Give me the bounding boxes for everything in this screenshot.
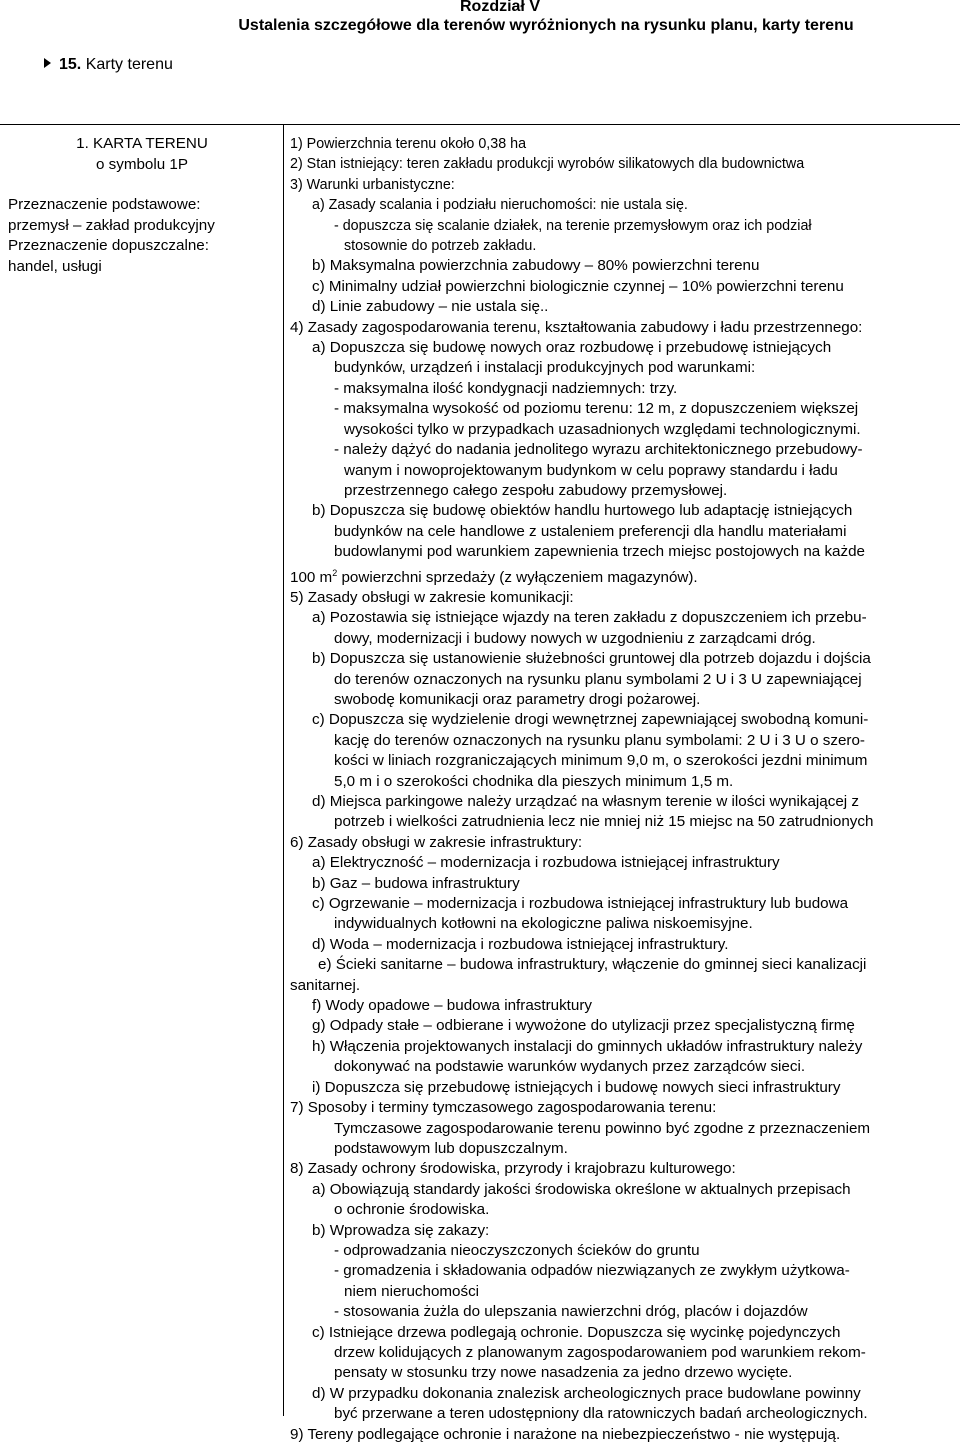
provision-line: wysokości tylko w przypadkach uzasadnionych względami technologicznymi. (344, 420, 861, 438)
provision-line: o ochronie środowiska. (334, 1201, 490, 1219)
chapter-subtitle: Ustalenia szczegółowe dla terenów wyróżnionych na rysunku planu, karty terenu (238, 17, 854, 34)
provision-line: d) Miejsca parkingowe należy urządzać na własnym terenie w ilości wynikającej z (312, 793, 859, 810)
provision-line: 4) Zasady zagospodarowania terenu, kształtowania zabudowy i ładu przestrzennego: (290, 318, 863, 336)
allowed-purpose-label: Przeznaczenie dopuszczalne: (8, 237, 209, 254)
provision-line: niem nieruchomości (344, 1282, 480, 1300)
chapter-heading: Rozdział V (459, 0, 540, 15)
provision-line: 8) Zasady ochrony środowiska, przyrody i krajobrazu kulturowego: (290, 1160, 736, 1178)
table-top-border (0, 124, 960, 125)
table-column-divider (283, 124, 284, 1416)
section-number: 15. (59, 56, 82, 73)
provision-line: b) Maksymalna powierzchnia zabudowy – 80% powierzchni terenu (312, 257, 760, 275)
provision-line: g) Odpady stałe – odbierane i wywożone do utylizacji przez specjalistyczną firmę (312, 1017, 855, 1035)
provision-line: c) Ogrzewanie – modernizacja i rozbudowa istniejącej infrastruktury lub budowa (312, 895, 849, 913)
provision-line: 9) Tereny podlegające ochronie i narażone na niebezpieczeństwo - nie występują. (290, 1425, 841, 1443)
provision-line: kości w liniach rozgraniczających minimum 9,0 m, o szerokości jezdni minimum (334, 752, 868, 770)
provision-line: kację do terenów oznaczonych na rysunku planu symbolami: 2 U i 3 U o szero- (334, 731, 865, 749)
provision-line: - należy dążyć do nadania jednolitego wyrazu architektonicznego przebudowy- (334, 441, 863, 459)
superscript: 2 (332, 567, 338, 578)
provision-line: a) Elektryczność – modernizacja i rozbudowa istniejącej infrastruktury (312, 854, 780, 872)
provision-line: f) Wody opadowe – budowa infrastruktury (312, 997, 592, 1015)
primary-purpose-label: Przeznaczenie podstawowe: (8, 196, 201, 213)
provision-line: 6) Zasady obsługi w zakresie infrastruktury: (290, 833, 583, 851)
provision-line: swobodę komunikacji oraz parametry drogi pożarowej. (334, 690, 701, 708)
provision-line: - maksymalna ilość kondygnacji nadziemnych: trzy. (334, 379, 678, 397)
provision-line: podstawowym lub dopuszczalnym. (334, 1139, 568, 1157)
provision-line: dokonywać na podstawie warunków wydanych przez zarządców sieci. (334, 1058, 806, 1076)
provision-text: 100 m (290, 568, 333, 586)
provision-line: przestrzennego całego zespołu zabudowy przemysłowej. (344, 481, 728, 499)
provision-line: b) Dopuszcza się budowę obiektów handlu hurtowego lub adaptację istniejących (312, 502, 853, 520)
provision-line: 5) Zasady obsługi w zakresie komunikacji: (290, 588, 574, 606)
provision-line: indywidualnych kotłowni na ekologiczne paliwa niskoemisyjne. (334, 915, 753, 933)
provision-line: 7) Sposoby i terminy tymczasowego zagospodarowania terenu: (290, 1099, 717, 1117)
provision-line: - maksymalna wysokość od poziomu terenu: 12 m, z dopuszczeniem większej (334, 400, 859, 418)
provision-line: - stosowania żużla do ulepszania nawierzchni dróg, placów i dojazdów (334, 1303, 808, 1321)
allowed-purpose-value: handel, usługi (8, 257, 102, 275)
provision-line: h) Włączenia projektowanych instalacji do gminnych układów infrastruktury należy (312, 1037, 863, 1055)
card-title: 1. KARTA TERENU (76, 135, 208, 152)
provision-line: b) Dopuszcza się ustanowienie służebności gruntowej dla potrzeb dojazdu i dojścia (312, 650, 871, 668)
card-header-column (8, 134, 276, 277)
provision-line: b) Wprowadza się zakazy: (312, 1221, 490, 1239)
provision-line: b) Gaz – budowa infrastruktury (312, 874, 520, 892)
provision-line: c) Minimalny udział powierzchni biologicznie czynnej – 10% powierzchni terenu (312, 277, 844, 295)
provision-line: i) Dopuszcza się przebudowę istniejących i budowę nowych sieci infrastruktury (312, 1078, 841, 1096)
provision-line: e) Ścieki sanitarne – budowa infrastruktury, włączenie do gminnej sieci kanalizacji (318, 956, 867, 974)
provision-line: budynków na cele handlowe z ustaleniem preferencji dla handlu materiałami (334, 522, 847, 540)
provision-line: sanitarnej. (290, 976, 361, 994)
provision-line: być przerwane a teren udostępniony dla ratowniczych badań archeologicznych. (334, 1405, 868, 1423)
card-provisions (290, 134, 954, 1445)
provision-line: drzew kolidujących z planowanym zagospodarowaniem pod warunkiem rekom- (334, 1343, 866, 1361)
primary-purpose-value: przemysł – zakład produkcyjny (8, 216, 215, 234)
provision-line: dowy, modernizacji i budowy nowych w uzgodnieniu z zarządcami dróg. (334, 629, 816, 647)
provision-line: 2) Stan istniejący: teren zakładu produkcji wyrobów silikatowych dla budownictwa (290, 156, 805, 173)
provision-line: d) Woda – modernizacja i rozbudowa istniejącej infrastruktury. (312, 935, 729, 953)
provision-line: d) Linie zabudowy – nie ustala się.. (312, 298, 549, 316)
provision-line: a) Obowiązują standardy jakości środowiska określone w aktualnych przepisach (312, 1180, 851, 1198)
provision-line (290, 563, 954, 588)
provision-line: c) Dopuszcza się wydzielenie drogi wewnętrznej zapewniającej swobodną komuni- (312, 711, 869, 729)
provision-line: a) Zasady scalania i podziału nieruchomości: nie ustala się. (312, 197, 688, 214)
card-symbol: o symbolu 1P (95, 155, 188, 173)
provision-line: a) Dopuszcza się budowę nowych oraz rozbudowę i przebudowę istniejących (312, 339, 832, 357)
provision-line: do terenów oznaczonych na rysunku planu symbolami 2 U i 3 U zapewniającej (334, 670, 862, 688)
provision-text: powierzchni sprzedaży (z wyłączeniem magazynów). (337, 568, 698, 586)
provision-line: budowlanymi pod warunkiem zapewnienia trzech miejsc postojowych na każde (334, 543, 865, 561)
provision-line: 3) Warunki urbanistyczne: (290, 176, 455, 193)
provision-line: wanym i nowoprojektowanym budynkom w celu poprawy standardu i ładu (344, 461, 838, 479)
provision-line: - odprowadzania nieoczyszczonych ścieków do gruntu (334, 1241, 700, 1259)
provision-line: 1) Powierzchnia terenu około 0,38 ha (290, 136, 527, 152)
section-title: Karty terenu (85, 56, 173, 73)
provision-line: Tymczasowe zagospodarowanie terenu powinno być zgodne z przeznaczeniem (334, 1119, 871, 1137)
provision-line: d) W przypadku dokonania znalezisk archeologicznych prace budowlane powinny (312, 1384, 861, 1402)
section-heading (44, 56, 173, 74)
provision-line: pensaty w stosunku trzy nowe nasadzenia za jedno drzewo wycięte. (334, 1364, 793, 1382)
provision-line: stosownie do potrzeb zakładu. (344, 238, 537, 255)
provision-line: budynków, urządzeń i instalacji produkcyjnych pod warunkami: (334, 359, 756, 377)
provision-line: - gromadzenia i składowania odpadów niezwiązanych ze zwykłym użytkowa- (334, 1262, 850, 1280)
provision-line: c) Istniejące drzewa podlegają ochronie. Dopuszcza się wycinkę pojedynczych (312, 1323, 841, 1341)
provision-line: a) Pozostawia się istniejące wjazdy na teren zakładu z dopuszczeniem ich przebu- (312, 609, 867, 627)
provision-line: - dopuszcza się scalanie działek, na terenie przemysłowym oraz ich podział (334, 217, 812, 234)
provision-line: 5,0 m i o szerokości chodnika dla pieszych minimum 1,5 m. (334, 772, 734, 790)
bullet-arrow-icon (44, 58, 51, 68)
provision-line: potrzeb i wielkości zatrudnienia lecz nie mniej niż 15 miejsc na 50 zatrudnionych (334, 813, 874, 831)
